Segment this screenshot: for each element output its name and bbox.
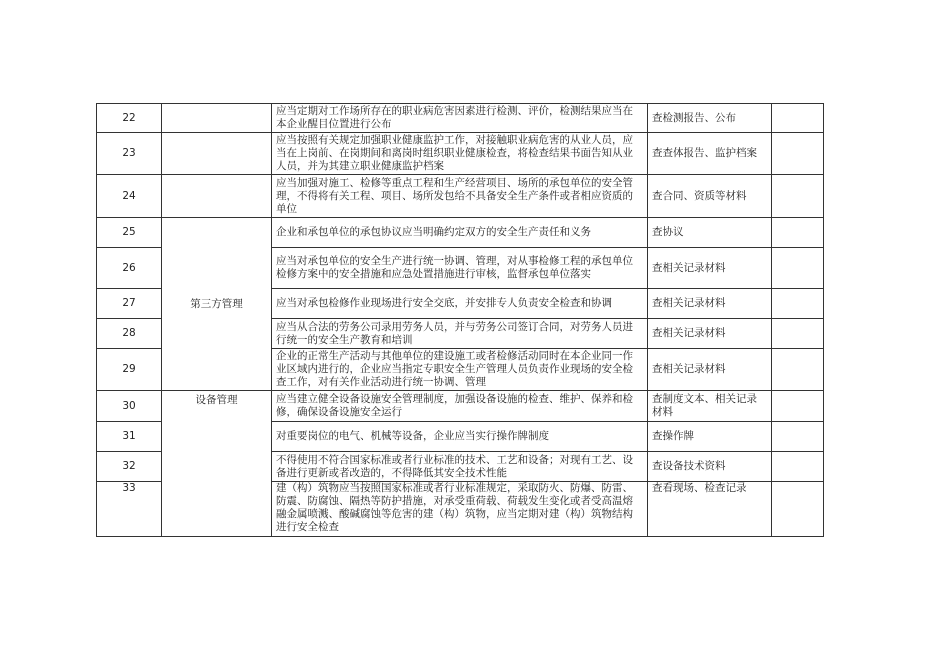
category-third-party: 第三方管理 bbox=[162, 218, 272, 391]
requirement-cell: 应当按照有关规定加强职业健康监护工作，对接触职业病危害的从业人员，应当在上岗前、在岗期间和离岗时组织职业健康检查，将检查结果书面告知从业人员，并为其建立职业健康监护档案 bbox=[272, 133, 648, 175]
table-row bbox=[97, 104, 824, 133]
category-equipment: 设备管理 bbox=[162, 391, 272, 537]
category-cell bbox=[162, 104, 272, 133]
table-row bbox=[97, 175, 824, 218]
row-number: 22 bbox=[97, 104, 162, 133]
row-number: 26 bbox=[97, 248, 162, 289]
inspection-method-cell: 查操作牌 bbox=[648, 422, 772, 452]
inspection-method-cell: 查合同、资质等材料 bbox=[648, 175, 772, 218]
remark-cell bbox=[772, 349, 824, 391]
inspection-table bbox=[96, 103, 824, 537]
inspection-method-cell: 查检测报告、公布 bbox=[648, 104, 772, 133]
requirement-cell: 对重要岗位的电气、机械等设备，企业应当实行操作牌制度 bbox=[272, 422, 648, 452]
row-number: 24 bbox=[97, 175, 162, 218]
category-cell bbox=[162, 133, 272, 175]
remark-cell bbox=[772, 319, 824, 349]
category-cell bbox=[162, 175, 272, 218]
requirement-cell: 应当加强对施工、检修等重点工程和生产经营项目、场所的承包单位的安全管理，不得将有关工程、项目、场所发包给不具备安全生产条件或者相应资质的单位 bbox=[272, 175, 648, 218]
requirement-cell: 应当对承包检修作业现场进行安全交底，并安排专人负责安全检查和协调 bbox=[272, 289, 648, 319]
requirement-cell: 应当定期对工作场所存在的职业病危害因素进行检测、评价，检测结果应当在本企业醒目位置进行公布 bbox=[272, 104, 648, 133]
table-row bbox=[97, 391, 824, 422]
remark-cell bbox=[772, 452, 824, 482]
row-number: 28 bbox=[97, 319, 162, 349]
requirement-cell: 企业和承包单位的承包协议应当明确约定双方的安全生产责任和义务 bbox=[272, 218, 648, 248]
inspection-method-cell: 查相关记录材料 bbox=[648, 289, 772, 319]
remark-cell bbox=[772, 218, 824, 248]
remark-cell bbox=[772, 482, 824, 537]
row-number: 27 bbox=[97, 289, 162, 319]
requirement-cell: 企业的正常生产活动与其他单位的建设施工或者检修活动同时在本企业同一作业区域内进行的，企业应当指定专职安全生产管理人员负责作业现场的安全检查工作，对有关作业活动进行统一协调、管理 bbox=[272, 349, 648, 391]
requirement-cell: 应当对承包单位的安全生产进行统一协调、管理，对从事检修工程的承包单位检修方案中的安全措施和应急处置措施进行审核，监督承包单位落实 bbox=[272, 248, 648, 289]
remark-cell bbox=[772, 175, 824, 218]
inspection-method-cell: 查协议 bbox=[648, 218, 772, 248]
inspection-method-cell: 查制度文本、相关记录材料 bbox=[648, 391, 772, 422]
inspection-method-cell: 查看现场、检查记录 bbox=[648, 482, 772, 537]
inspection-method-cell: 查相关记录材料 bbox=[648, 319, 772, 349]
remark-cell bbox=[772, 133, 824, 175]
remark-cell bbox=[772, 104, 824, 133]
requirement-cell: 应当从合法的劳务公司录用劳务人员，并与劳务公司签订合同，对劳务人员进行统一的安全生产教育和培训 bbox=[272, 319, 648, 349]
remark-cell bbox=[772, 391, 824, 422]
inspection-method-cell: 查相关记录材料 bbox=[648, 349, 772, 391]
requirement-cell: 不得使用不符合国家标准或者行业标准的技术、工艺和设备；对现有工艺、设备进行更新或者改造的，不得降低其安全技术性能 bbox=[272, 452, 648, 482]
inspection-method-cell: 查相关记录材料 bbox=[648, 248, 772, 289]
requirement-cell: 建（构）筑物应当按照国家标准或者行业标准规定，采取防火、防爆、防雷、防震、防腐蚀、隔热等防护措施，对承受重荷载、荷载发生变化或者受高温熔融金属喷溅、酸碱腐蚀等危害的建（构）筑物，应当定期对建（构）筑物结构进行安全检查 bbox=[272, 482, 648, 537]
row-number: 30 bbox=[97, 391, 162, 422]
table-row bbox=[97, 218, 824, 248]
row-number: 32 bbox=[97, 452, 162, 482]
row-number: 29 bbox=[97, 349, 162, 391]
remark-cell bbox=[772, 248, 824, 289]
row-number: 25 bbox=[97, 218, 162, 248]
row-number: 31 bbox=[97, 422, 162, 452]
remark-cell bbox=[772, 289, 824, 319]
requirement-cell: 应当建立健全设备设施安全管理制度，加强设备设施的检查、维护、保养和检修，确保设备设施安全运行 bbox=[272, 391, 648, 422]
inspection-method-cell: 查设备技术资料 bbox=[648, 452, 772, 482]
table-row bbox=[97, 133, 824, 175]
inspection-method-cell: 查查体报告、监护档案 bbox=[648, 133, 772, 175]
row-number: 23 bbox=[97, 133, 162, 175]
remark-cell bbox=[772, 422, 824, 452]
row-number: 33 bbox=[97, 482, 162, 537]
